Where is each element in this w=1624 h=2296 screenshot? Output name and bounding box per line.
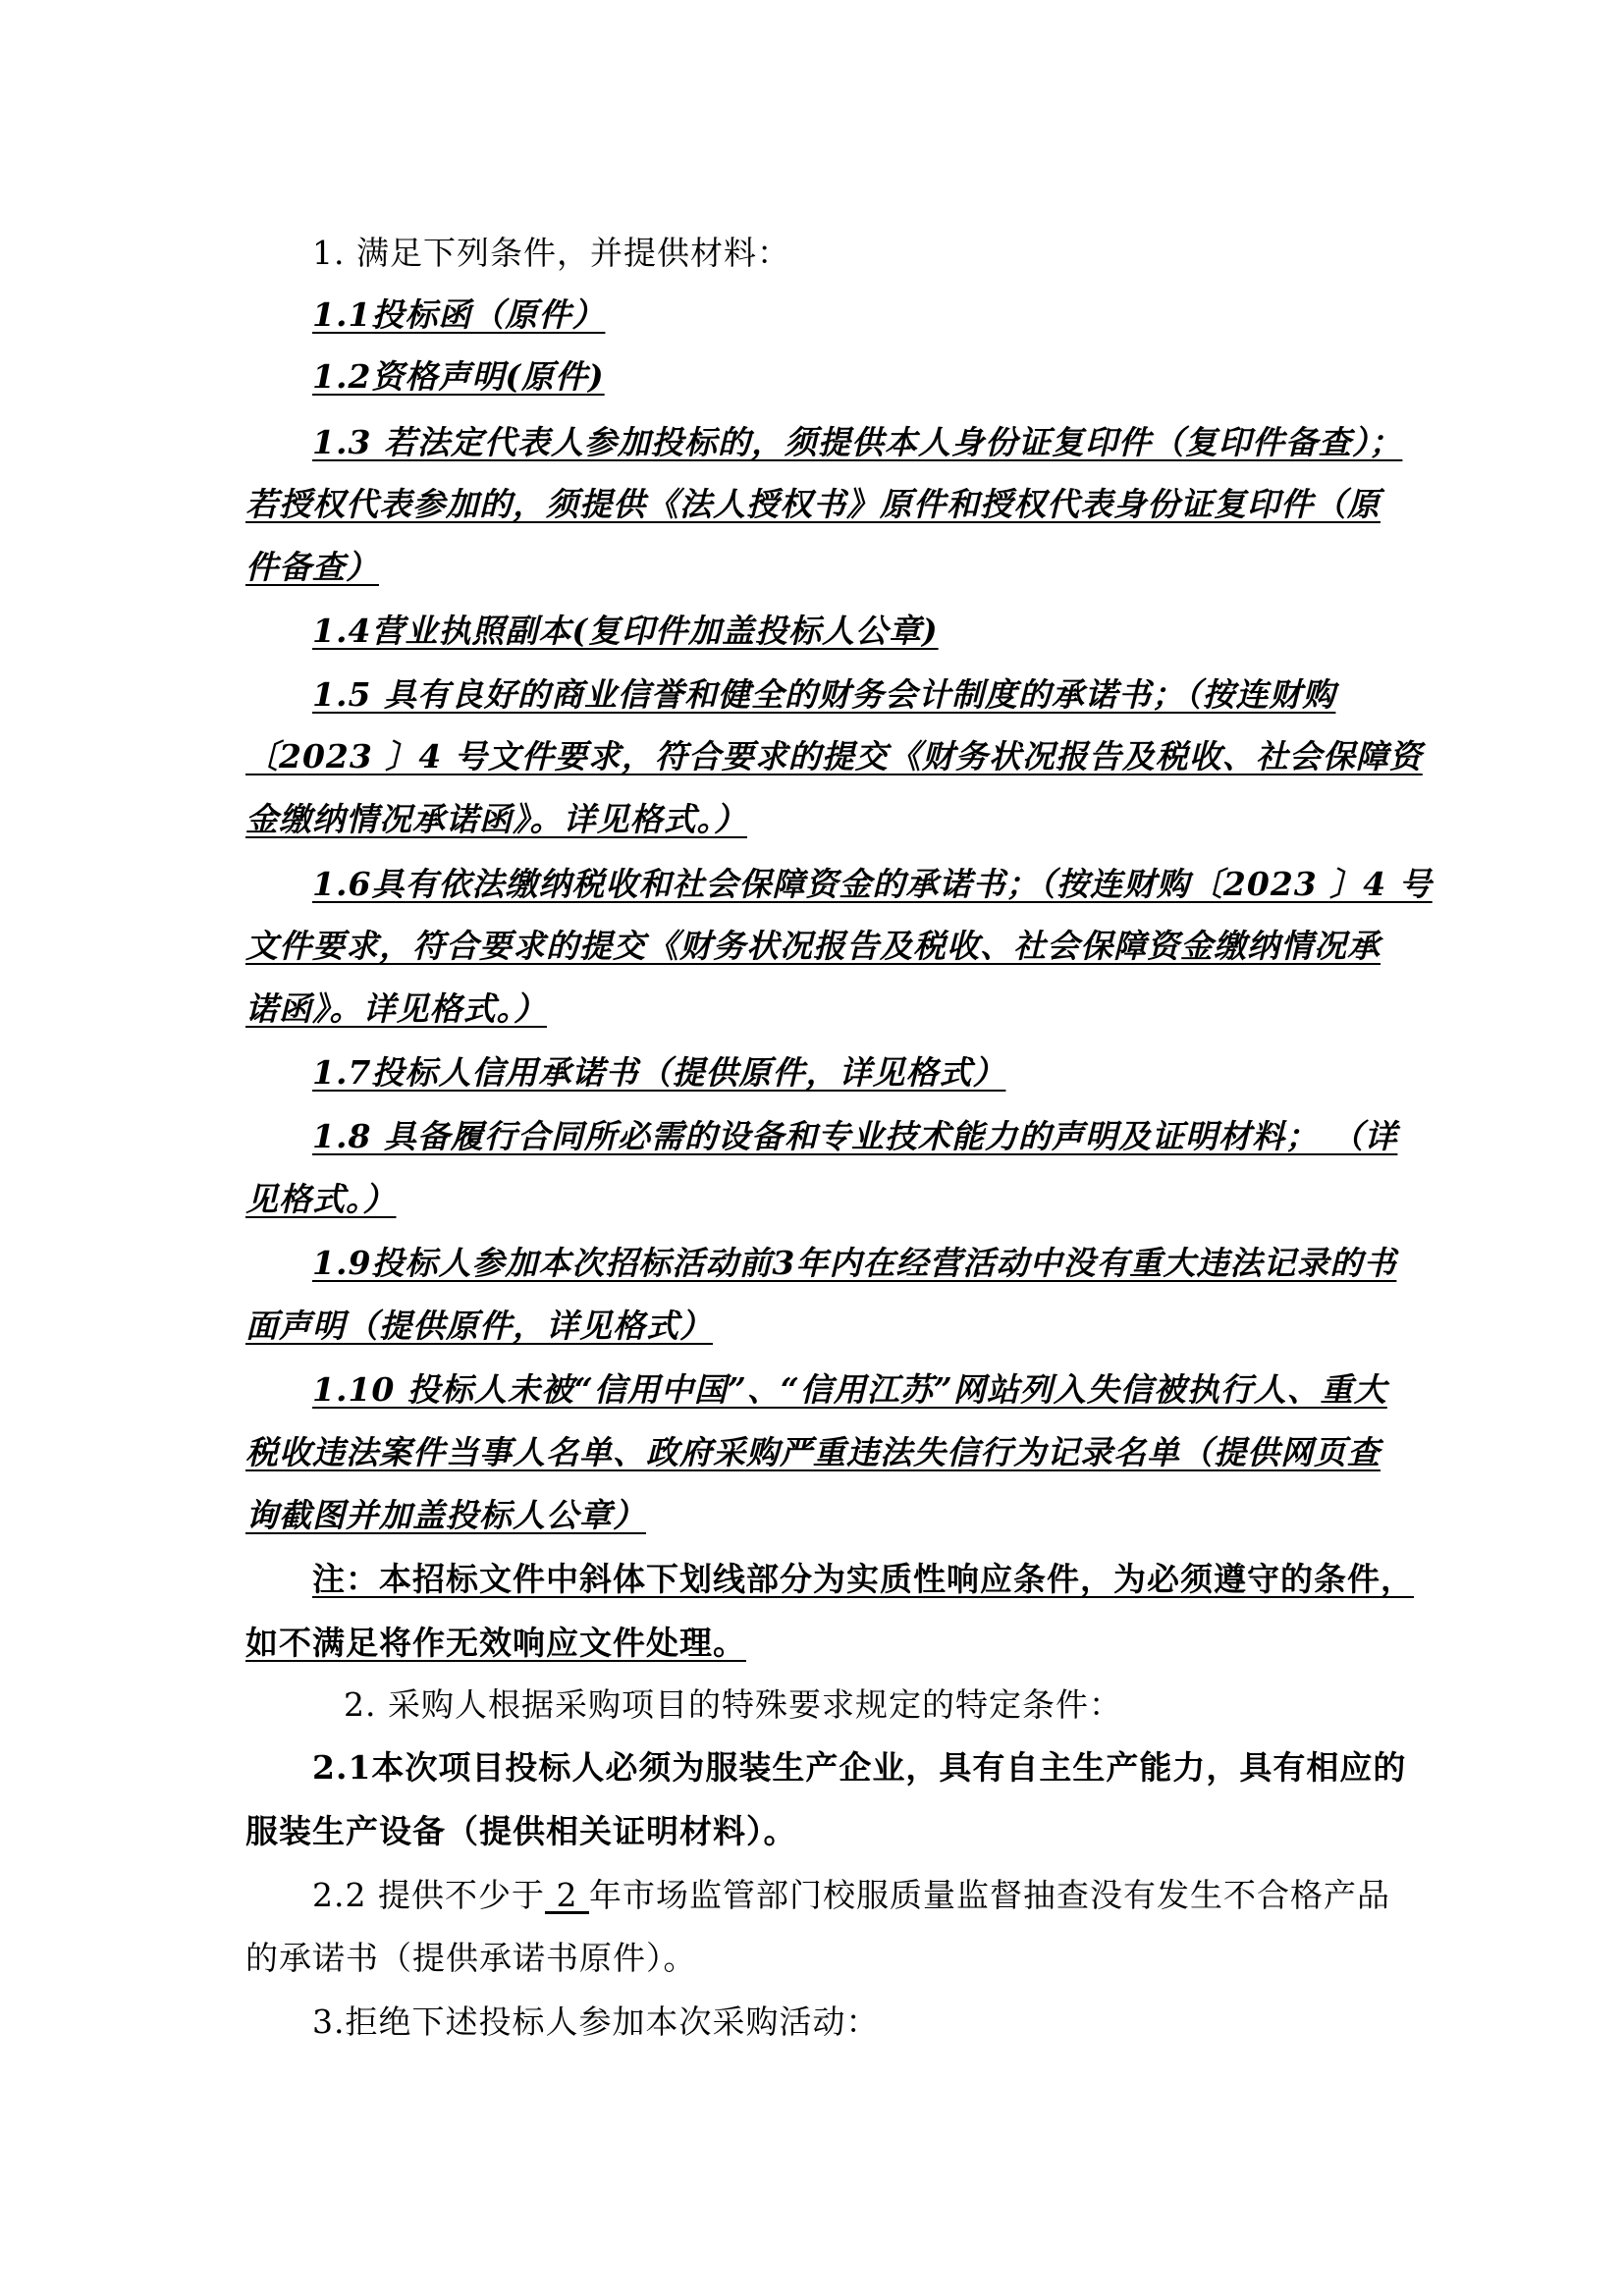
- item-1-8-line-2: 见格式。）: [245, 1180, 397, 1218]
- item-1-6-line-2: 文件要求，符合要求的提交《财务状况报告及税收、社会保障资金缴纳情况承: [245, 927, 1380, 965]
- item-2-2-years: 2: [544, 1876, 589, 1914]
- item-1-4: 1.4营业执照副本(复印件加盖投标人公章): [312, 612, 939, 650]
- item-1-6-line-3: 诺函》。详见格式。）: [245, 989, 547, 1028]
- item-1-8-line-1: 1.8 具备履行合同所必需的设备和专业技术能力的声明及证明材料； （详: [312, 1117, 1398, 1155]
- item-2-2-text-b: 年市场监管部门校服质量监督抽查没有发生不合格产品: [588, 1876, 1390, 1914]
- item-1-6-line-1: 1.6具有依法缴纳税收和社会保障资金的承诺书；（按连财购〔2023 〕4 号: [312, 865, 1433, 903]
- item-1-5-line-2: 〔2023 〕4 号文件要求，符合要求的提交《财务状况报告及税收、社会保障资: [245, 737, 1423, 775]
- item-1-7: 1.7投标人信用承诺书（提供原件，详见格式）: [312, 1053, 1006, 1092]
- item-2-2-line-2: 的承诺书（提供承诺书原件）。: [245, 1939, 697, 1977]
- item-1-5-line-1: 1.5 具有良好的商业信誉和健全的财务会计制度的承诺书；（按连财购: [312, 675, 1336, 714]
- section-3-heading: 3.拒绝下述投标人参加本次采购活动：: [312, 2002, 880, 2041]
- item-1-3-line-2: 若授权代表参加的，须提供《法人授权书》原件和授权代表身份证复印件（原: [245, 485, 1380, 523]
- note-line-2: 如不满足将作无效响应文件处理。: [245, 1624, 746, 1662]
- item-1-9-line-1: 1.9投标人参加本次招标活动前3年内在经营活动中没有重大违法记录的书: [312, 1244, 1397, 1282]
- item-1-3-line-1: 1.3 若法定代表人参加投标的，须提供本人身份证复印件（复印件备查）；: [312, 423, 1403, 461]
- item-1-1: 1.1投标函（原件）: [312, 295, 606, 334]
- item-2-2-text-a: 2.2 提供不少于: [312, 1876, 545, 1914]
- item-1-10-line-2: 税收违法案件当事人名单、政府采购严重违法失信行为记录名单（提供网页查: [245, 1433, 1380, 1471]
- item-1-9-line-2: 面声明（提供原件，详见格式）: [245, 1307, 713, 1345]
- section-2-heading: 2. 采购人根据采购项目的特殊要求规定的特定条件：: [344, 1685, 1122, 1724]
- item-1-2: 1.2资格声明(原件): [312, 357, 605, 396]
- item-1-10-line-3: 询截图并加盖投标人公章）: [245, 1496, 646, 1534]
- item-1-5-line-3: 金缴纳情况承诺函》。详见格式。）: [245, 800, 747, 838]
- section-1-heading: 1. 满足下列条件，并提供材料：: [312, 234, 790, 272]
- item-2-1-line-1: 2.1本次项目投标人必须为服装生产企业，具有自主生产能力，具有相应的: [312, 1748, 1407, 1787]
- item-1-3-line-3: 件备查）: [245, 548, 379, 586]
- item-1-10-line-1: 1.10 投标人未被“信用中国”、“信用江苏”网站列入失信被执行人、重大: [312, 1370, 1387, 1409]
- item-2-1-line-2: 服装生产设备（提供相关证明材料）。: [245, 1812, 797, 1850]
- item-2-2-line-1: [312, 1876, 1451, 1915]
- note-line-1: 注：本招标文件中斜体下划线部分为实质性响应条件，为必须遵守的条件，: [312, 1560, 1414, 1598]
